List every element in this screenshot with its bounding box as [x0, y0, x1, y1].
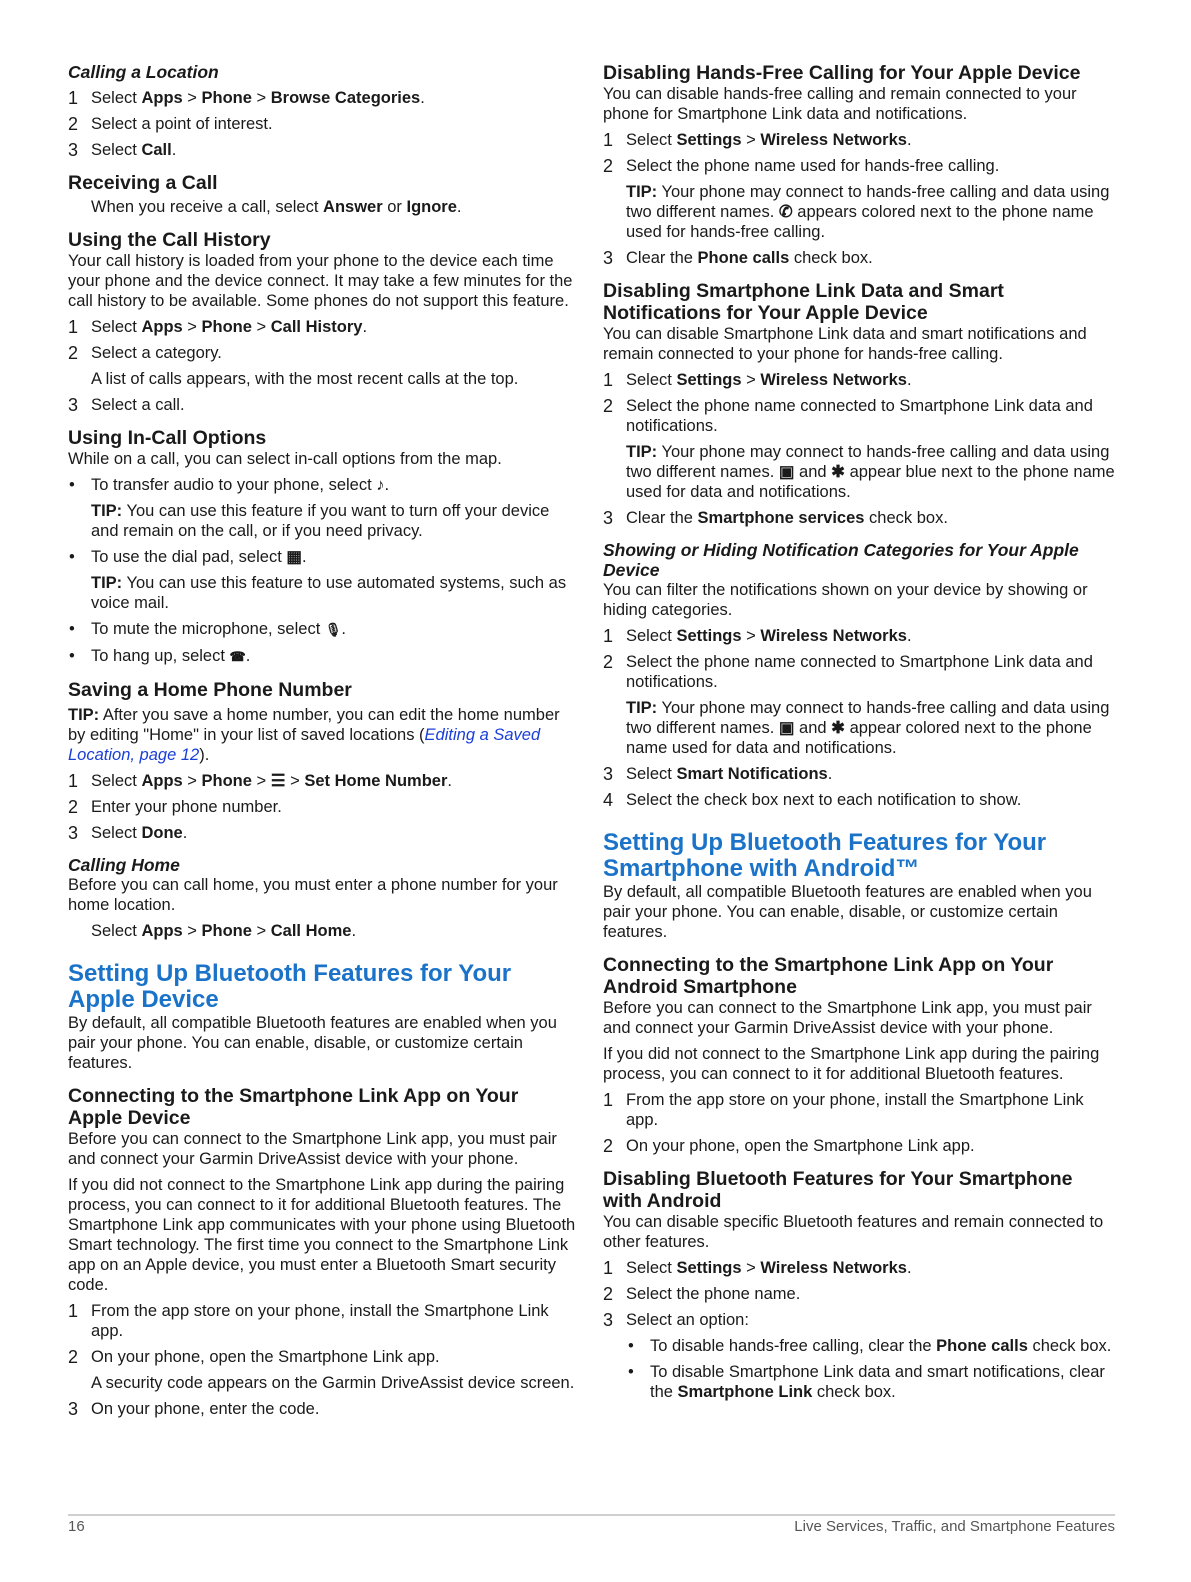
in-call-intro: While on a call, you can select in-call options from the map. — [68, 450, 502, 468]
data-icon: ▣ — [778, 463, 795, 481]
step: 3 Select an option: — [603, 1310, 749, 1330]
microphone-icon: 🎙 — [324, 622, 342, 637]
bullet-icon: • — [69, 647, 75, 665]
dial-pad-icon: ▦ — [286, 548, 302, 566]
smartphone-link-apple-title: Disabling Smartphone Link Data and Smart Notifications for Your Apple Device — [603, 280, 1004, 324]
calling-home-body: Before you can call home, you must enter a phone number for your home location. — [68, 876, 558, 914]
step: 1 Select Apps > Phone > ☰ > Set Home Number. — [68, 771, 452, 791]
hang-up-icon: ☎ — [229, 649, 246, 664]
footer-section-title: Live Services, Traffic, and Smartphone Features — [794, 1518, 1115, 1535]
page-number: 16 — [68, 1518, 85, 1535]
tip: TIP: You can use this feature if you want to turn off your device and remain on the call, or if you need privacy. — [91, 502, 550, 540]
phone-icon: ✆ — [778, 203, 793, 221]
connect-apple-p2: If you did not connect to the Smartphone Link app during the pairing process, you can connect to it for additional Bluetooth features. The Smartphone Link app communicates with your phone using Bluetooth Smart technology. The first time you connect to the Smartphone Link app on an Apple device, you must enter a Bluetooth Smart security code. — [68, 1176, 576, 1294]
in-call-options-title: Using In-Call Options — [68, 427, 267, 449]
step: 3 Clear the Phone calls check box. — [603, 248, 873, 268]
tip: TIP: Your phone may connect to hands-free calling and data using two different names. ✆ appears colored next to the phone name used for hands-free calling. — [626, 183, 1110, 241]
bluetooth-apple-title: Setting Up Bluetooth Features for Your Apple Device — [68, 960, 512, 1013]
step: 3 Clear the Smartphone services check box. — [603, 508, 948, 528]
bullet-item: • To disable hands-free calling, clear the Phone calls check box. — [628, 1337, 1112, 1355]
connect-android-title: Connecting to the Smartphone Link App on Your Android Smartphone — [603, 954, 1054, 998]
bullet-icon: • — [628, 1363, 634, 1381]
step: 2 On your phone, open the Smartphone Link app. — [68, 1347, 440, 1367]
menu-icon: ☰ — [270, 772, 286, 790]
call-history-body: Your call history is loaded from your phone to the device each time your phone and the device connect. It may take a few minutes for the call history to be available. Some phones do not support this feature. — [68, 252, 573, 310]
bullet-item: • To disable Smartphone Link data and smart notifications, clear the Smartphone Link check box. — [628, 1363, 1105, 1401]
hands-free-apple-title: Disabling Hands-Free Calling for Your Apple Device — [603, 62, 1081, 84]
connect-apple-title: Connecting to the Smartphone Link App on Your Apple Device — [68, 1085, 519, 1129]
transfer-audio-icon: ♪ — [376, 476, 385, 494]
tip: TIP: Your phone may connect to hands-free calling and data using two different names. ▣ and ✱ appear blue next to the phone name used for data and notifications. — [626, 443, 1115, 501]
bullet-item: • To mute the microphone, select 🎙. — [69, 620, 346, 638]
connect-apple-p1: Before you can connect to the Smartphone Link app, you must pair and connect your Garmin DriveAssist device with your phone. — [68, 1130, 557, 1168]
step: 2 Select the phone name used for hands-free calling. — [603, 156, 1000, 176]
calling-home-step: Select Apps > Phone > Call Home. — [91, 922, 357, 940]
step: 4 Select the check box next to each notification to show. — [603, 790, 1022, 810]
home-number-title: Saving a Home Phone Number — [68, 679, 352, 701]
bullet-icon: • — [628, 1337, 634, 1355]
step: 1 From the app store on your phone, install the Smartphone Link app. — [68, 1301, 549, 1340]
notification-icon: ✱ — [831, 719, 845, 737]
connect-android-p1: Before you can connect to the Smartphone Link app, you must pair and connect your Garmin DriveAssist device with your phone. — [603, 999, 1092, 1037]
step: 1 Select Settings > Wireless Networks. — [603, 1258, 912, 1278]
step: 2 On your phone, open the Smartphone Link app. — [603, 1136, 975, 1156]
tip: TIP: Your phone may connect to hands-free calling and data using two different names. ▣ and ✱ appear colored next to the phone name used for data and notifications. — [626, 699, 1110, 757]
bullet-icon: • — [69, 476, 75, 494]
bullet-icon: • — [69, 620, 75, 638]
step: 1 Select Settings > Wireless Networks. — [603, 626, 912, 646]
bullet-item: • To transfer audio to your phone, select ♪. — [69, 476, 390, 494]
step: 1 Select Settings > Wireless Networks. — [603, 130, 912, 150]
calling-home-title: Calling Home — [68, 855, 180, 875]
hands-free-apple-body: You can disable hands-free calling and remain connected to your phone for Smartphone Link data and notifications. — [603, 85, 1077, 123]
editing-saved-location-link[interactable]: Editing a Saved Location, page 12 — [68, 726, 541, 764]
footer-divider — [68, 1514, 1115, 1516]
call-history-title: Using the Call History — [68, 229, 271, 251]
disable-android-body: You can disable specific Bluetooth features and remain connected to other features. — [603, 1213, 1104, 1251]
bullet-item: • To use the dial pad, select ▦. — [69, 548, 307, 566]
bullet-item: • To hang up, select ☎. — [69, 647, 251, 665]
step: 3 On your phone, enter the code. — [68, 1399, 320, 1419]
step: 2 Select a point of interest. — [68, 114, 273, 134]
disable-android-title: Disabling Bluetooth Features for Your Smartphone with Android — [603, 1168, 1073, 1212]
tip: TIP: You can use this feature to use automated systems, such as voice mail. — [91, 574, 567, 612]
step: 2 Select a category. — [68, 343, 222, 363]
calling-location-title: Calling a Location — [68, 62, 219, 82]
step: 3 Select Call. — [68, 140, 177, 160]
step: 3 Select Smart Notifications. — [603, 764, 833, 784]
step: 2 Select the phone name connected to Smartphone Link data and notifications. — [603, 396, 1093, 435]
receiving-call-text: When you receive a call, select Answer or Ignore. — [91, 198, 462, 216]
step: 2 Select the phone name connected to Smartphone Link data and notifications. — [603, 652, 1093, 691]
step: 3 Select Done. — [68, 823, 188, 843]
right-column — [603, 62, 1115, 1402]
step: 1 Select Apps > Phone > Call History. — [68, 317, 368, 337]
bluetooth-android-body: By default, all compatible Bluetooth features are enabled when you pair your phone. You can enable, disable, or customize certain features. — [603, 883, 1092, 941]
step: 3 Select a call. — [68, 395, 185, 415]
step-note: A security code appears on the Garmin DriveAssist device screen. — [91, 1374, 575, 1392]
step: 1 From the app store on your phone, install the Smartphone Link app. — [603, 1090, 1084, 1129]
notification-categories-title: Showing or Hiding Notification Categories for Your Apple Device — [603, 540, 1079, 580]
step-note: A list of calls appears, with the most recent calls at the top. — [91, 370, 519, 388]
notification-icon: ✱ — [831, 463, 845, 481]
bullet-icon: • — [69, 548, 75, 566]
bluetooth-android-title: Setting Up Bluetooth Features for Your Smartphone with Android™ — [603, 829, 1047, 882]
tip: TIP: After you save a home number, you can edit the home number by editing "Home" in your list of saved locations (Editing a Saved Location, page 12). — [68, 706, 560, 764]
bluetooth-apple-body: By default, all compatible Bluetooth features are enabled when you pair your phone. You can enable, disable, or customize certain features. — [68, 1014, 557, 1072]
step: 2 Select the phone name. — [603, 1284, 801, 1304]
step: 1 Select Apps > Phone > Browse Categories. — [68, 88, 425, 108]
notification-categories-body: You can filter the notifications shown on your device by showing or hiding categories. — [603, 581, 1088, 619]
data-icon: ▣ — [778, 719, 795, 737]
connect-android-p2: If you did not connect to the Smartphone Link app during the pairing process, you can connect to it for additional Bluetooth features. — [603, 1045, 1100, 1083]
step: 2 Enter your phone number. — [68, 797, 282, 817]
smartphone-link-apple-body: You can disable Smartphone Link data and smart notifications and remain connected to your phone for hands-free calling. — [603, 325, 1087, 363]
receiving-call-title: Receiving a Call — [68, 172, 218, 194]
left-column — [68, 62, 576, 1419]
step: 1 Select Settings > Wireless Networks. — [603, 370, 912, 390]
